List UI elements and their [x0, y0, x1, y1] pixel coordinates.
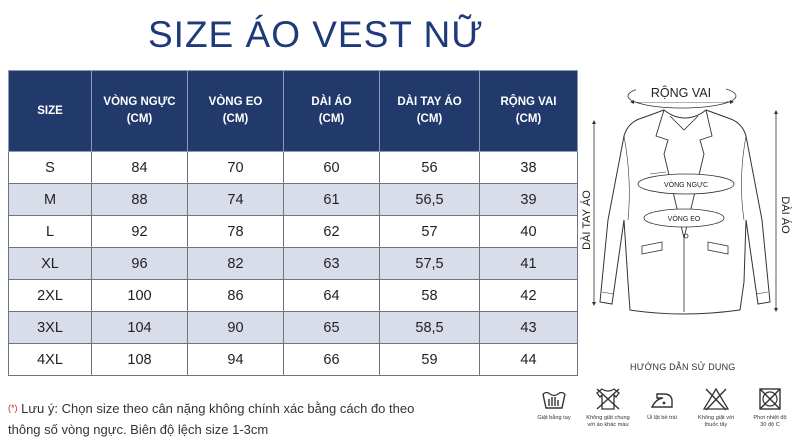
measurement-cell: 44 [480, 344, 578, 376]
care-label: với áo khác màu [587, 422, 629, 428]
size-cell: S [9, 152, 92, 184]
table-row [9, 312, 578, 344]
column-header-text: SIZE [37, 104, 63, 117]
table-row [9, 344, 578, 376]
column-header-text: VÒNG NGỰC [103, 96, 176, 108]
column-header [188, 71, 284, 152]
measurement-cell: 84 [92, 152, 188, 184]
size-cell: 4XL [9, 344, 92, 376]
measurement-cell: 78 [188, 216, 284, 248]
no-bleach-icon [702, 386, 730, 412]
measurement-cell: 86 [188, 280, 284, 312]
jacket-length-label: DÀI ÁO [779, 196, 791, 234]
size-cell: L [9, 216, 92, 248]
column-header-text: (CM) [416, 113, 443, 125]
care-label: Phơi nhiệt độ [753, 415, 787, 421]
care-dry-temp [743, 386, 797, 429]
size-table [8, 70, 578, 376]
measurement-cell: 65 [284, 312, 380, 344]
column-header [9, 71, 92, 152]
size-cell: M [9, 184, 92, 216]
column-header-text: (CM) [126, 113, 153, 125]
vest-diagram [572, 70, 800, 370]
measurement-cell: 56,5 [380, 184, 480, 216]
column-header [380, 71, 480, 152]
page-title: SIZE ÁO VEST NỮ [148, 14, 484, 55]
care-label: Giặt bằng tay [537, 415, 571, 421]
measurement-cell: 60 [284, 152, 380, 184]
size-cell: 2XL [9, 280, 92, 312]
column-header-text: DÀI TAY ÁO [397, 96, 462, 108]
measurement-cell: 104 [92, 312, 188, 344]
note-mark: (*) [8, 403, 18, 413]
measurement-cell: 62 [284, 216, 380, 248]
measurement-cell: 63 [284, 248, 380, 280]
column-header [480, 71, 578, 152]
measurement-cell: 43 [480, 312, 578, 344]
size-cell: 3XL [9, 312, 92, 344]
column-header-text: (CM) [515, 113, 542, 125]
waist-label: VÒNG EO [667, 216, 701, 223]
table-row [9, 152, 578, 184]
low-iron-icon [648, 386, 676, 412]
measurement-cell: 88 [92, 184, 188, 216]
care-no-mixed-wash [581, 386, 635, 429]
shoulder-label: RỘNG VAI [650, 86, 712, 100]
dry-temp-icon [756, 386, 784, 412]
table-row [9, 280, 578, 312]
no-mixed-wash-icon [594, 386, 622, 412]
column-header [284, 71, 380, 152]
measurement-cell: 57,5 [380, 248, 480, 280]
care-label: thuốc tẩy [704, 422, 728, 428]
measurement-cell: 70 [188, 152, 284, 184]
table-header-row [9, 71, 578, 152]
care-label: Không giặt với [697, 415, 734, 421]
measurement-cell: 41 [480, 248, 578, 280]
care-hand-wash [527, 386, 581, 422]
care-guide-title: HƯỚNG DẪN SỬ DỤNG [630, 362, 736, 372]
table-row [9, 184, 578, 216]
column-header-text: (CM) [318, 113, 345, 125]
measurement-cell: 100 [92, 280, 188, 312]
measurement-cell: 90 [188, 312, 284, 344]
sleeve-length-label: DÀI TAY ÁO [581, 190, 593, 250]
chest-label: VÒNG NGỰC [663, 182, 709, 189]
measurement-cell: 82 [188, 248, 284, 280]
note-line-1: Lưu ý: Chọn size theo cân nặng không chính xác bằng cách đo theo [21, 401, 415, 416]
care-label: Ủi lật bề trái [647, 415, 677, 421]
measurement-cell: 108 [92, 344, 188, 376]
care-label: 30 độ C [760, 422, 780, 428]
measurement-cell: 58 [380, 280, 480, 312]
measurement-cell: 56 [380, 152, 480, 184]
measurement-cell: 64 [284, 280, 380, 312]
measurement-cell: 61 [284, 184, 380, 216]
column-header-text: (CM) [222, 113, 249, 125]
measurement-cell: 66 [284, 344, 380, 376]
sizing-note [8, 398, 508, 440]
measurement-cell: 94 [188, 344, 284, 376]
note-line-2: thông số vòng ngực. Biên độ lệch size 1-3cm [8, 422, 269, 437]
measurement-cell: 42 [480, 280, 578, 312]
table-body [9, 152, 578, 376]
measurement-cell: 92 [92, 216, 188, 248]
column-header-text: DÀI ÁO [311, 96, 352, 108]
care-low-iron [635, 386, 689, 422]
measurement-cell: 59 [380, 344, 480, 376]
care-instructions [527, 386, 800, 448]
measurement-cell: 39 [480, 184, 578, 216]
care-no-bleach [689, 386, 743, 429]
column-header-text: VÒNG EO [208, 96, 263, 108]
measurement-cell: 58,5 [380, 312, 480, 344]
measurement-cell: 74 [188, 184, 284, 216]
measurement-cell: 57 [380, 216, 480, 248]
column-header-text: RỘNG VAI [500, 96, 557, 108]
vest-illustration [572, 70, 800, 370]
measurement-cell: 38 [480, 152, 578, 184]
column-header [92, 71, 188, 152]
measurement-cell: 40 [480, 216, 578, 248]
size-cell: XL [9, 248, 92, 280]
care-label: Không giặt chung [586, 415, 630, 421]
table-row [9, 216, 578, 248]
hand-wash-icon [540, 386, 568, 412]
measurement-cell: 96 [92, 248, 188, 280]
table-row [9, 248, 578, 280]
